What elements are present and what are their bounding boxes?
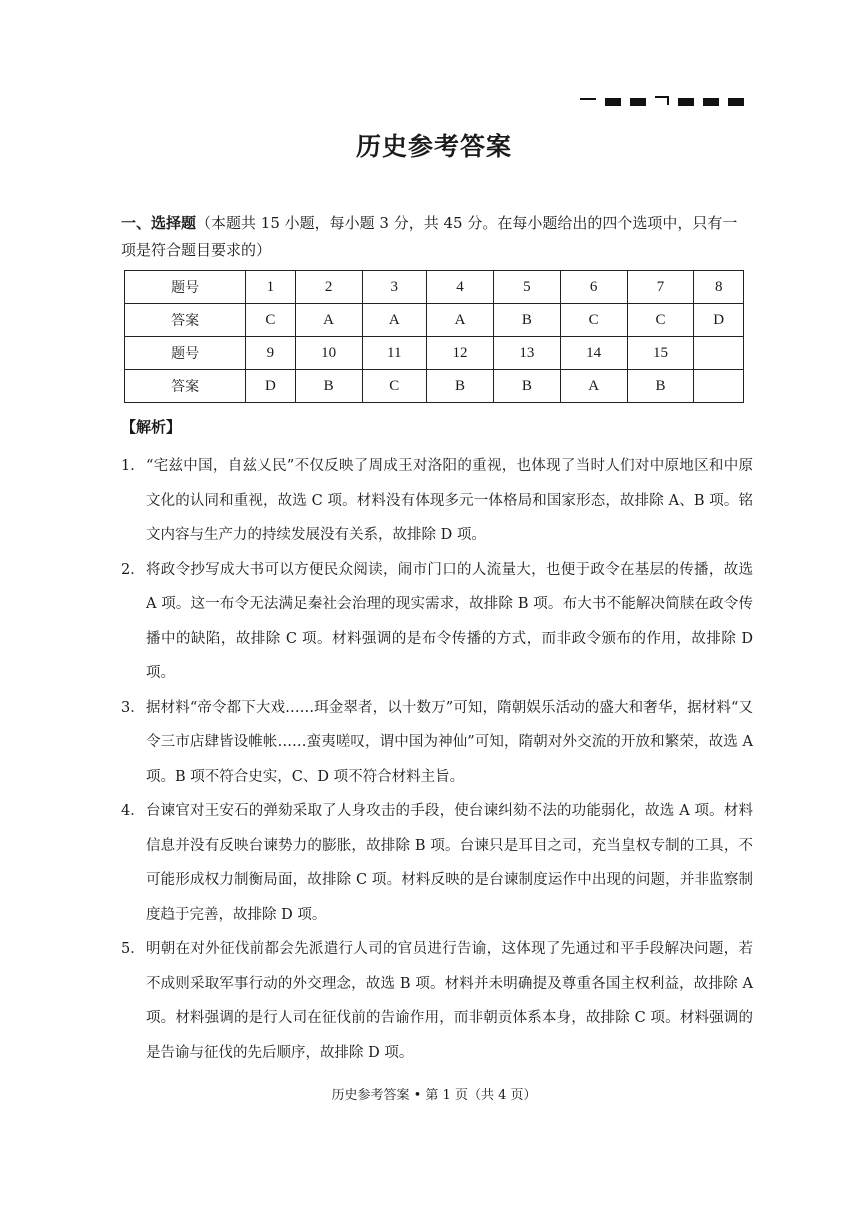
analysis-item — [121, 794, 753, 932]
analysis-item — [121, 449, 753, 553]
analysis-heading: 【解析】 — [121, 418, 182, 436]
row-label: 答案 — [125, 304, 246, 337]
answer-table-row — [125, 271, 744, 304]
table-cell: A — [427, 304, 494, 337]
table-cell: D — [694, 304, 744, 337]
header-box-mark — [678, 98, 694, 106]
table-cell: A — [560, 370, 627, 403]
analysis-item — [121, 691, 753, 795]
analysis-item-number: 3． — [121, 699, 145, 716]
table-cell: 10 — [295, 337, 362, 370]
table-cell: 11 — [362, 337, 427, 370]
table-cell: C — [560, 304, 627, 337]
row-label: 答案 — [125, 370, 246, 403]
header-box-mark — [728, 98, 744, 106]
analysis-item-text: 据材料“帝令都下大戏……珥金翠者，以十数万”可知，隋朝娱乐活动的盛大和奢华，据材料“又令三市店肆皆设帷帐……蛮夷嗟叹，谓中国为神仙”可知，隋朝对外交流的开放和繁荣，故选 A 项。B 项不符合史实，C、D 项不符合材料主旨。 — [146, 699, 753, 785]
analysis-list — [121, 449, 753, 1070]
table-cell: 7 — [627, 271, 694, 304]
table-cell: C — [246, 304, 295, 337]
page-title: 历史参考答案 — [355, 132, 512, 161]
header-box-mark — [703, 98, 719, 106]
table-cell: 5 — [493, 271, 560, 304]
header-decoration — [580, 96, 744, 106]
table-cell: B — [493, 370, 560, 403]
table-cell: C — [627, 304, 694, 337]
table-cell: 1 — [246, 271, 295, 304]
table-cell: 4 — [427, 271, 494, 304]
analysis-item-number: 1． — [121, 458, 145, 474]
analysis-item-number: 2． — [121, 561, 145, 578]
table-cell: B — [627, 370, 694, 403]
analysis-item-text: 将政令抄写成大书可以方便民众阅读，闹市门口的人流量大，也便于政令在基层的传播，故选 A 项。这一布令无法满足秦社会治理的现实需求，故排除 B 项。布大书不能解决简牍在政令传播中的缺陷，故排除 C 项。材料强调的是布令传播的方式，而非政令颁布的作用，故排除 D 项。 — [146, 561, 753, 681]
answer-table-row — [125, 370, 744, 403]
analysis-item — [121, 553, 753, 691]
table-cell — [694, 337, 744, 370]
table-cell: B — [295, 370, 362, 403]
table-cell: 9 — [246, 337, 295, 370]
table-cell: 3 — [362, 271, 427, 304]
table-cell: 12 — [427, 337, 494, 370]
table-cell: 2 — [295, 271, 362, 304]
table-cell: B — [427, 370, 494, 403]
table-cell: A — [362, 304, 427, 337]
table-cell: C — [362, 370, 427, 403]
table-cell: B — [493, 304, 560, 337]
section-instructions: （本题共 15 小题，每小题 3 分，共 45 分。在每小题给出的四个选项中，只有一项是符合题目要求的） — [121, 214, 738, 259]
table-cell: 15 — [627, 337, 694, 370]
table-cell: D — [246, 370, 295, 403]
table-cell: 8 — [694, 271, 744, 304]
analysis-item — [121, 932, 753, 1070]
table-cell: 6 — [560, 271, 627, 304]
row-label: 题号 — [125, 337, 246, 370]
answer-table-row — [125, 304, 744, 337]
section-heading — [121, 210, 749, 264]
row-label: 题号 — [125, 271, 246, 304]
table-cell — [694, 370, 744, 403]
analysis-item-text: “宅兹中国，自兹乂民”不仅反映了周成王对洛阳的重视，也体现了当时人们对中原地区和中原文化的认同和重视，故选 C 项。材料没有体现多元一体格局和国家形态，故排除 A、B 项。铭文内容与生产力的持续发展没有关系，故排除 D 项。 — [146, 458, 753, 543]
section-heading-label: 一、选择题 — [121, 214, 197, 232]
header-dash-mark — [580, 98, 596, 100]
answer-table — [124, 270, 744, 403]
header-corner-mark — [655, 96, 669, 105]
analysis-item-number: 5． — [121, 941, 145, 957]
table-cell: 14 — [560, 337, 627, 370]
table-cell: 13 — [493, 337, 560, 370]
page-footer: 历史参考答案 • 第 1 页（共 4 页） — [331, 1088, 537, 1103]
answer-table-row — [125, 337, 744, 370]
table-cell: A — [295, 304, 362, 337]
header-box-mark — [630, 98, 646, 106]
analysis-item-number: 4． — [121, 803, 145, 819]
analysis-item-text: 台谏官对王安石的弹劾采取了人身攻击的手段，使台谏纠劾不法的功能弱化，故选 A 项。材料信息并没有反映台谏势力的膨胀，故排除 B 项。台谏只是耳目之司，充当皇权专制的工具，不可能形成权力制衡局面，故排除 C 项。材料反映的是台谏制度运作中出现的问题，并非监察制度趋于完善，故排除 D 项。 — [146, 803, 753, 923]
header-box-mark — [605, 98, 621, 106]
analysis-item-text: 明朝在对外征伐前都会先派遣行人司的官员进行告谕，这体现了先通过和平手段解决问题，若不成则采取军事行动的外交理念，故选 B 项。材料并未明确提及尊重各国主权利益，故排除 A 项。材料强调的是行人司在征伐前的告谕作用，而非朝贡体系本身，故排除 C 项。材料强调的是告谕与征伐的先后顺序，故排除 D 项。 — [146, 941, 753, 1061]
